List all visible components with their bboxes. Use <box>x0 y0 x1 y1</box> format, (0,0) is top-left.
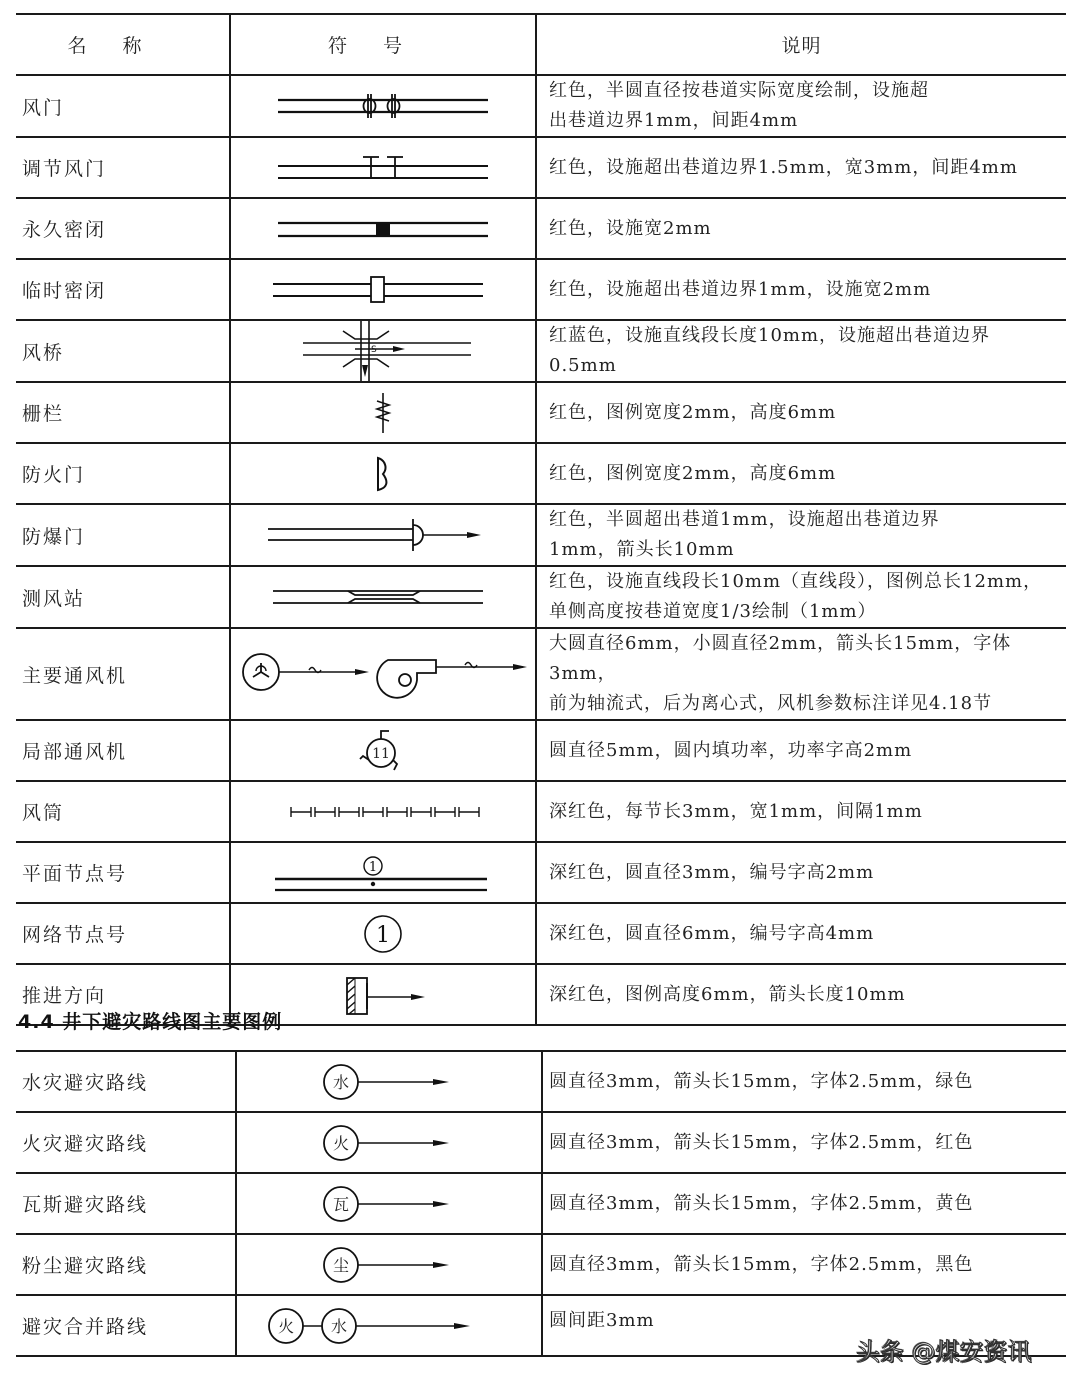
section-title: 4.4 井下避灾路线图主要图例 <box>18 1011 283 1033</box>
row-name: 防火门 <box>16 443 230 504</box>
watermark: 头条 @煤安资讯 <box>856 1338 1032 1366</box>
row-name: 栅栏 <box>16 382 230 443</box>
svg-text:水: 水 <box>332 1072 350 1092</box>
row-name: 局部通风机 <box>16 720 230 781</box>
row-description: 深红色，圆直径6mm，编号字高4mm <box>536 903 1066 964</box>
local-fan-symbol-icon <box>343 723 423 779</box>
table-row <box>16 903 1066 964</box>
water-escape-route-symbol-icon <box>319 1060 459 1104</box>
fire-door-symbol-icon <box>363 452 403 496</box>
gas-escape-route-symbol-icon <box>319 1182 459 1226</box>
row-description: 红色，图例宽度2mm，高度6mm <box>536 443 1066 504</box>
row-description: 深红色，圆直径3mm，编号字高2mm <box>536 842 1066 903</box>
table-row <box>16 443 1066 504</box>
column-header-description: 说明 <box>536 14 1066 75</box>
ventilation-symbols-table <box>16 13 1066 1026</box>
table-row <box>16 75 1066 137</box>
svg-text:S: S <box>371 345 377 355</box>
combined-escape-route-symbol-icon <box>264 1304 514 1348</box>
row-name: 测风站 <box>16 566 230 628</box>
table-row <box>16 1112 1066 1173</box>
row-name: 粉尘避灾路线 <box>16 1234 236 1295</box>
row-description: 圆直径3mm，箭头长15mm，字体2.5mm，黑色 <box>542 1234 1066 1295</box>
row-name: 主要通风机 <box>16 628 230 720</box>
svg-text:瓦: 瓦 <box>332 1194 350 1214</box>
row-description: 红色，设施宽2mm <box>536 198 1066 259</box>
table-row <box>16 842 1066 903</box>
table-row <box>16 1234 1066 1295</box>
row-description: 圆间距3mm <box>542 1295 1066 1356</box>
escape-route-symbols-table <box>16 1050 1066 1357</box>
row-description: 圆直径3mm，箭头长15mm，字体2.5mm，绿色 <box>542 1051 1066 1112</box>
row-description: 圆直径5mm，圆内填功率，功率字高2mm <box>536 720 1066 781</box>
row-description: 圆直径3mm，箭头长15mm，字体2.5mm，黄色 <box>542 1173 1066 1234</box>
row-description: 大圆直径6mm，小圆直径2mm，箭头长15mm，字体3mm， 前为轴流式，后为离心式，风机参数标注详见4.18节 <box>536 628 1066 720</box>
regulating-air-door-symbol-icon <box>273 148 493 188</box>
plane-node-symbol-icon <box>273 849 493 897</box>
air-bridge-symbol-icon <box>273 321 493 381</box>
row-name: 调节风门 <box>16 137 230 198</box>
main-fan-symbol-icon <box>233 646 533 702</box>
table-row <box>16 1051 1066 1112</box>
table-row <box>16 137 1066 198</box>
table-row <box>16 198 1066 259</box>
row-name: 水灾避灾路线 <box>16 1051 236 1112</box>
table-row <box>16 382 1066 443</box>
row-name: 推进方向 <box>16 964 230 1025</box>
dust-escape-route-symbol-icon <box>319 1243 459 1287</box>
svg-text:1: 1 <box>376 922 390 948</box>
svg-text:11: 11 <box>372 745 390 762</box>
row-name: 临时密闭 <box>16 259 230 320</box>
row-name: 网络节点号 <box>16 903 230 964</box>
row-name: 风门 <box>16 75 230 137</box>
permanent-seal-symbol-icon <box>273 209 493 249</box>
svg-text:尘: 尘 <box>332 1255 350 1275</box>
row-description: 深红色，图例高度6mm，箭头长度10mm <box>536 964 1066 1025</box>
row-description: 红色，设施直线段长10mm（直线段），图例总长12mm， 单侧高度按巷道宽度1/3绘制（1mm） <box>536 566 1066 628</box>
table-row <box>16 320 1066 382</box>
air-duct-symbol-icon <box>283 802 483 822</box>
row-name: 风筒 <box>16 781 230 842</box>
svg-text:水: 水 <box>330 1316 348 1336</box>
svg-text:火: 火 <box>332 1133 350 1153</box>
table-header-row <box>16 14 1066 75</box>
fence-symbol-icon <box>363 391 403 435</box>
table-row <box>16 566 1066 628</box>
row-name: 瓦斯避灾路线 <box>16 1173 236 1234</box>
row-name: 永久密闭 <box>16 198 230 259</box>
row-name: 防爆门 <box>16 504 230 566</box>
column-header-symbol: 符号 <box>230 14 536 75</box>
explosion-door-symbol-icon <box>263 513 503 557</box>
row-description: 红色，设施超出巷道边界1.5mm，宽3mm，间距4mm <box>536 137 1066 198</box>
fire-escape-route-symbol-icon <box>319 1121 459 1165</box>
air-door-symbol-icon <box>273 86 493 126</box>
temporary-seal-symbol-icon <box>273 270 493 310</box>
air-measuring-station-symbol-icon <box>273 577 493 617</box>
svg-text:1: 1 <box>368 859 378 875</box>
row-description: 红色，半圆超出巷道1mm，设施超出巷道边界 1mm，箭头长10mm <box>536 504 1066 566</box>
row-description: 红色，半圆直径按巷道实际宽度绘制，设施超 出巷道边界1mm，间距4mm <box>536 75 1066 137</box>
advance-direction-symbol-icon <box>333 973 433 1017</box>
row-description: 深红色，每节长3mm，宽1mm，间隔1mm <box>536 781 1066 842</box>
row-description: 红色，设施超出巷道边界1mm，设施宽2mm <box>536 259 1066 320</box>
row-description: 圆直径3mm，箭头长15mm，字体2.5mm，红色 <box>542 1112 1066 1173</box>
network-node-symbol-icon <box>361 912 405 956</box>
table-row <box>16 504 1066 566</box>
row-name: 风桥 <box>16 320 230 382</box>
table-row <box>16 781 1066 842</box>
table-row <box>16 628 1066 720</box>
row-description: 红色，图例宽度2mm，高度6mm <box>536 382 1066 443</box>
row-name: 避灾合并路线 <box>16 1295 236 1356</box>
svg-text:火: 火 <box>277 1316 295 1336</box>
table-row <box>16 259 1066 320</box>
table-row <box>16 720 1066 781</box>
row-name: 火灾避灾路线 <box>16 1112 236 1173</box>
row-description: 红蓝色，设施直线段长度10mm，设施超出巷道边界 0.5mm <box>536 320 1066 382</box>
row-name: 平面节点号 <box>16 842 230 903</box>
column-header-name: 名称 <box>16 14 230 75</box>
table-row <box>16 1173 1066 1234</box>
